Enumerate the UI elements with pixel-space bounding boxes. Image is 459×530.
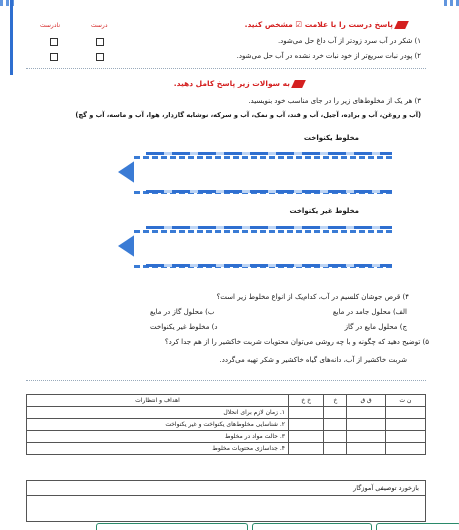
grade-cell[interactable] [347, 407, 386, 419]
grade-cell[interactable] [385, 419, 425, 431]
heterogeneous-label: مخلوط غیر یکنواخت [289, 207, 359, 215]
assessment-table [26, 394, 426, 455]
question-5: ۵) توضیح دهید که چگونه و با چه روشی می‌توان محتویات شربت خاکشیر را از هم جدا کرد؟ [164, 338, 429, 346]
grade-cell[interactable] [324, 443, 347, 455]
q4-option-d: د) مخلوط غیر یکنواخت [150, 323, 218, 331]
section1-heading [245, 20, 407, 29]
grade-cell[interactable] [385, 431, 425, 443]
section1-title: پاسخ درست را با علامت ☑ مشخص کنید. [244, 20, 393, 29]
header-kh-kh: خ خ [289, 395, 324, 407]
section2-title: به سوالات زیر پاسخ کامل دهید. [173, 79, 290, 88]
col-true-label: درست [91, 22, 108, 29]
bottom-tab-strip [96, 523, 459, 529]
table-header-row [27, 395, 426, 407]
header-n-t: ن ت [385, 395, 425, 407]
criterion-2: ۲. شناسایی مخلوط‌های یکنواخت و غیر یکنواخت [27, 419, 289, 431]
criterion-3: ۳. حالت مواد در مخلوط [27, 431, 289, 443]
s1-item-2: ۲) پودر نبات سریع‌تر از خود نبات خرد نشده در آب حل می‌شود. [236, 52, 421, 60]
criterion-4: ۴. جداسازی محتویات مخلوط [27, 443, 289, 455]
question-3: ۳) هر یک از مخلوط‌های زیر را در جای مناسب خود بنویسید. [248, 97, 421, 105]
col-false-label: نادرست [40, 22, 60, 29]
pen-icon [291, 80, 306, 88]
table-row [27, 407, 426, 419]
grade-cell[interactable] [289, 419, 324, 431]
left-margin-line [10, 0, 13, 75]
table-row [27, 419, 426, 431]
grade-cell[interactable] [324, 431, 347, 443]
question-3-items: (آب و روغن، آب و براده، آجیل، آب و قند، آب و نمک، آب و سرکه، نوشابه گازدار، هوا، آب و ماسه، آب و گچ) [75, 111, 421, 119]
q4-option-a: الف) محلول جامد در مایع [332, 308, 407, 316]
grade-cell[interactable] [347, 443, 386, 455]
divider [26, 68, 426, 69]
grade-cell[interactable] [289, 407, 324, 419]
q4-option-b: ب) محلول گاز در مایع [150, 308, 215, 316]
table-row [27, 431, 426, 443]
grade-cell[interactable] [289, 431, 324, 443]
grade-cell[interactable] [347, 431, 386, 443]
pen-icon [394, 21, 409, 29]
s1-item-1: ۱) شکر در آب سرد زودتر از آب داغ حل می‌شود. [277, 37, 421, 45]
grade-cell[interactable] [289, 443, 324, 455]
grade-cell[interactable] [324, 419, 347, 431]
q4-option-c: ج) محلول مایع در گاز [344, 323, 407, 331]
feedback-title: بازخورد توصیفی آموزگار [353, 484, 419, 492]
heterogeneous-answer-banner[interactable] [118, 222, 392, 268]
question-4: ۴) قرص جوشان کلسیم در آب، کدام‌یک از انواع مخلوط زیر است؟ [216, 293, 409, 301]
checkbox-item2-false[interactable] [50, 53, 58, 61]
divider [26, 380, 426, 381]
grade-cell[interactable] [385, 407, 425, 419]
checkbox-item1-true[interactable] [96, 38, 104, 46]
homogeneous-answer-banner[interactable] [118, 148, 392, 194]
checkbox-item1-false[interactable] [50, 38, 58, 46]
grade-cell[interactable] [385, 443, 425, 455]
grade-cell[interactable] [347, 419, 386, 431]
section2-heading [174, 79, 304, 88]
teacher-feedback-box[interactable] [26, 480, 426, 522]
grade-cell[interactable] [324, 407, 347, 419]
homogeneous-label: مخلوط یکنواخت [303, 134, 359, 142]
header-goals: اهداف و انتظارات [27, 395, 289, 407]
question-5-note: شربت خاکشیر از آب، دانه‌های گیاه خاکشیر و شکر تهیه می‌گردد. [219, 356, 407, 364]
header-gh-gh: ق ق [347, 395, 386, 407]
table-row [27, 443, 426, 455]
header-kh: خ [324, 395, 347, 407]
checkbox-item2-true[interactable] [96, 53, 104, 61]
criterion-1: ۱. زمان لازم برای انحلال [27, 407, 289, 419]
